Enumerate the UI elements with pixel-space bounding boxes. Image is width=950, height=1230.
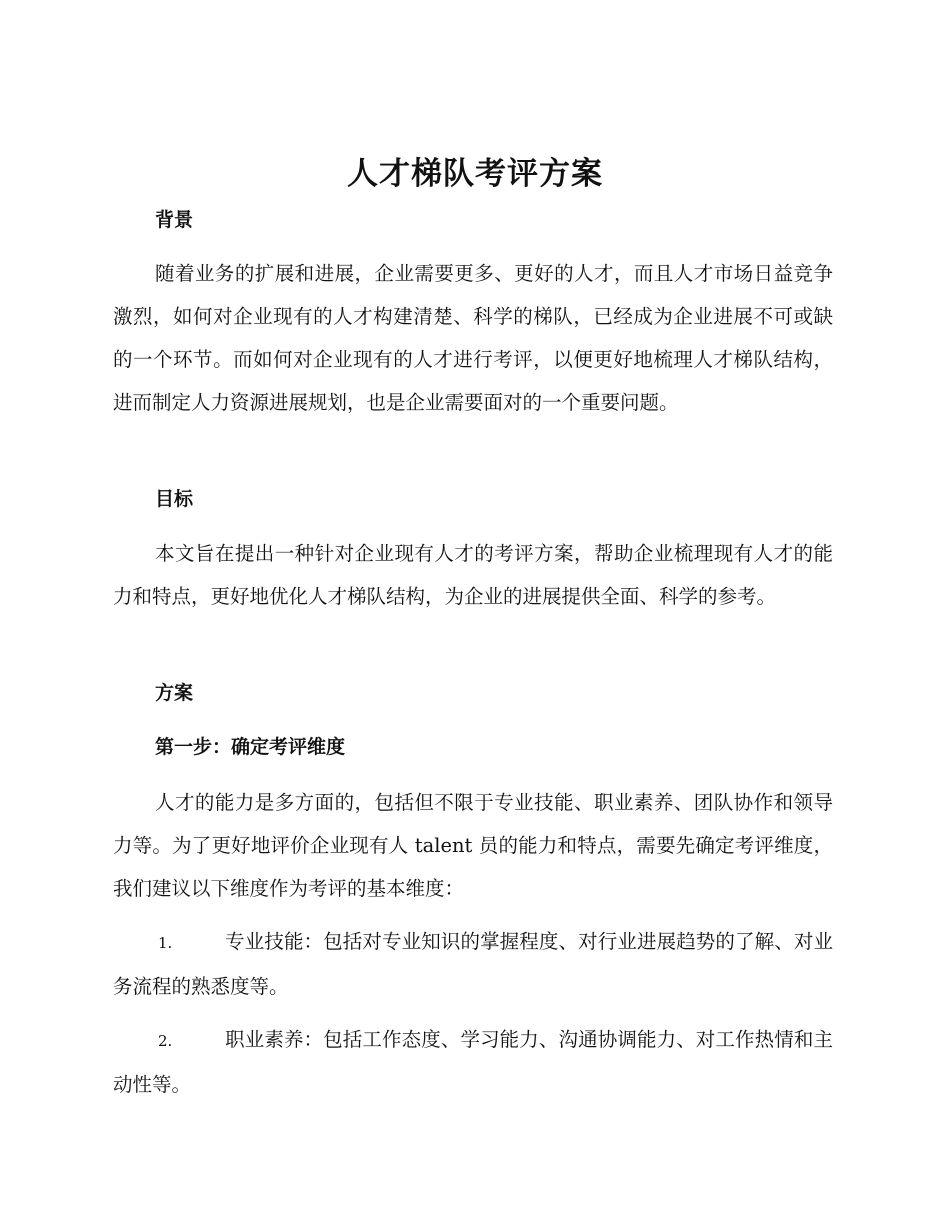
list-item-text: 职业素养：包括工作态度、学习能力、沟通协调能力、对工作热情和主动性等。 <box>113 1028 833 1096</box>
step1-paragraph: 人才的能力是多方面的，包括但不限于专业技能、职业素养、团队协作和领导力等。为了更好地评价企业现有人 talent 员的能力和特点，需要先确定考评维度，我们建议以下维度作为考评的基本维度： <box>113 791 833 900</box>
list-item <box>113 920 833 1008</box>
goal-paragraph: 本文旨在提出一种针对企业现有人才的考评方案，帮助企业梳理现有人才的能力和特点，更好地优化人才梯队结构，为企业的进展提供全面、科学的参考。 <box>113 542 833 608</box>
step1-heading: 第一步：确定考评维度 <box>155 736 346 758</box>
section-heading-goal: 目标 <box>155 488 194 510</box>
document-title: 人才梯队考评方案 <box>347 156 603 192</box>
list-item-text: 专业技能：包括对专业知识的掌握程度、对行业进展趋势的了解、对业务流程的熟悉度等。 <box>113 930 833 998</box>
list-item <box>113 1018 833 1106</box>
list-item-number: 2. <box>158 1032 173 1050</box>
background-paragraph: 随着业务的扩展和进展，企业需要更多、更好的人才，而且人才市场日益竞争激烈，如何对企业现有的人才构建清楚、科学的梯队，已经成为企业进展不可或缺的一个环节。而如何对企业现有的人才进行考评，以便更好地梳理人才梯队结构，进而制定人力资源进展规划，也是企业需要面对的一个重要问题。 <box>113 262 833 414</box>
section-heading-plan: 方案 <box>155 682 194 704</box>
list-item-number: 1. <box>158 934 173 952</box>
section-heading-background: 背景 <box>155 209 194 231</box>
